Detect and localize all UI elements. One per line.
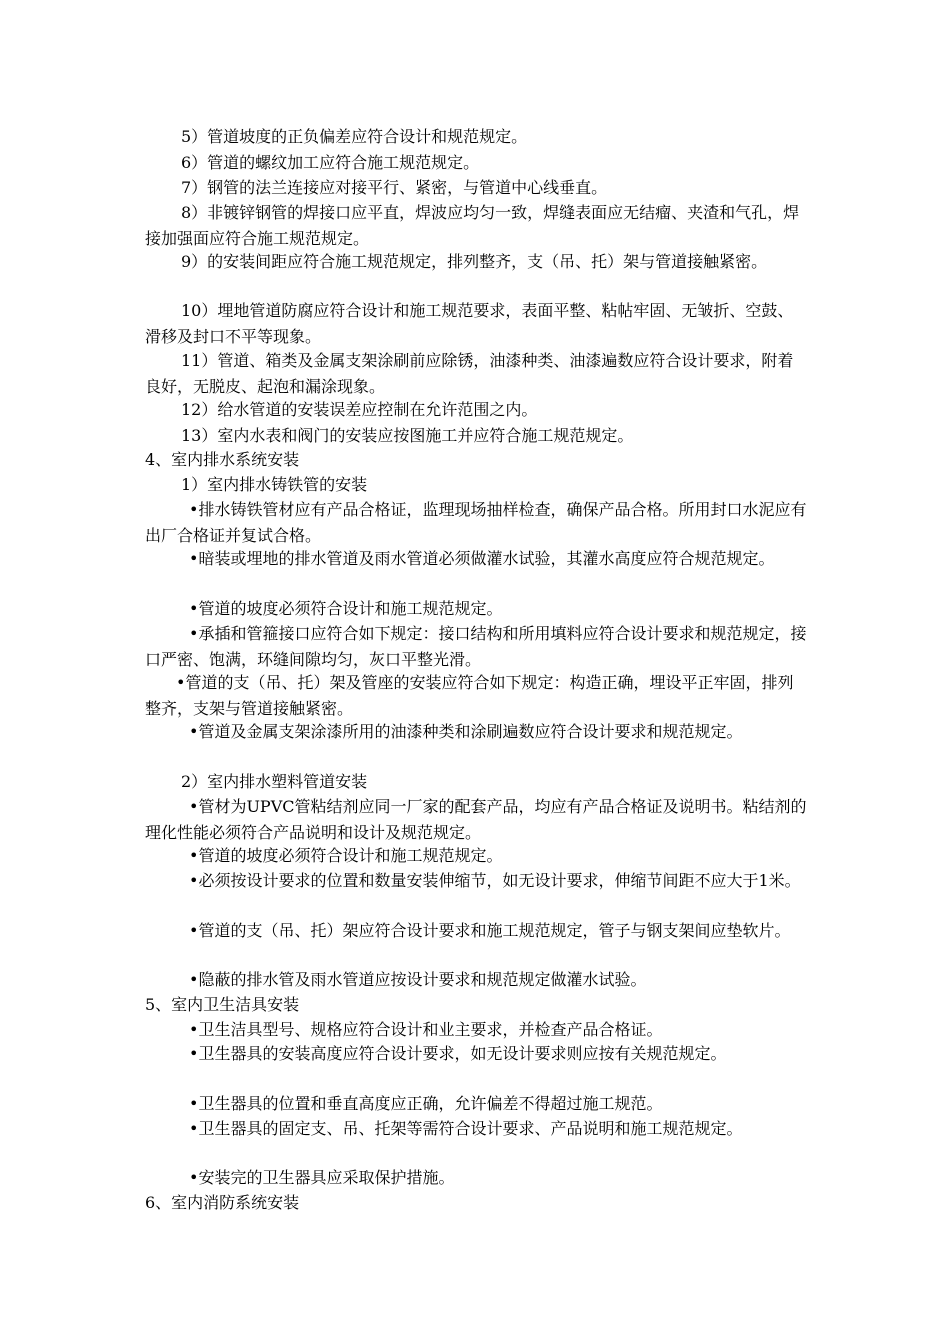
paragraph: 11）管道、箱类及金属支架涂刷前应除锈，油漆种类、油漆遍数应符合设计要求，附着良好，无脱皮、起泡和漏涂现象。 xyxy=(145,351,794,396)
bullet-item: •承插和管箍接口应符合如下规定：接口结构和所用填料应符合设计要求和规范规定，接口严密、饱满，环缝间隙均匀，灰口平整光滑。 xyxy=(145,624,807,669)
paragraph: 7）钢管的法兰连接应对接平行、紧密，与管道中心线垂直。 xyxy=(181,178,608,197)
bullet-item: •管道的支（吊、托）架应符合设计要求和施工规范规定，管子与钢支架间应垫软片。 xyxy=(189,921,791,940)
bullet-item: •必须按设计要求的位置和数量安装伸缩节，如无设计要求，伸缩节间距不应大于1米。 xyxy=(189,871,801,890)
bullet-item: •卫生器具的位置和垂直高度应正确，允许偏差不得超过施工规范。 xyxy=(189,1094,663,1113)
bullet-item: •卫生器具的固定支、吊、托架等需符合设计要求、产品说明和施工规范规定。 xyxy=(189,1119,743,1138)
paragraph: 8）非镀锌钢管的焊接口应平直，焊波应均匀一致，焊缝表面应无结瘤、夹渣和气孔，焊接加强面应符合施工规范规定。 xyxy=(145,203,800,248)
section-heading: 5、室内卫生洁具安装 xyxy=(145,995,300,1014)
paragraph: 6）管道的螺纹加工应符合施工规范规定。 xyxy=(181,153,480,172)
paragraph: 10）埋地管道防腐应符合设计和施工规范要求，表面平整、粘帖牢固、无皱折、空鼓、滑移及封口不平等现象。 xyxy=(145,301,794,346)
section-heading: 6、室内消防系统安装 xyxy=(145,1193,300,1212)
bullet-item: •卫生器具的安装高度应符合设计要求，如无设计要求则应按有关规范规定。 xyxy=(189,1044,727,1063)
bullet-item: •暗装或埋地的排水管道及雨水管道必须做灌水试验，其灌水高度应符合规范规定。 xyxy=(189,549,775,568)
bullet-item: •排水铸铁管材应有产品合格证，监理现场抽样检查，确保产品合格。所用封口水泥应有出厂合格证并复试合格。 xyxy=(145,500,807,545)
bullet-item: •安装完的卫生器具应采取保护措施。 xyxy=(189,1168,455,1187)
bullet-item: •管道及金属支架涂漆所用的油漆种类和涂刷遍数应符合设计要求和规范规定。 xyxy=(189,722,743,741)
paragraph: 13）室内水表和阀门的安装应按图施工并应符合施工规范规定。 xyxy=(181,426,634,445)
paragraph: 12）给水管道的安装误差应控制在允许范围之内。 xyxy=(181,400,538,419)
bullet-item: •管道的坡度必须符合设计和施工规范规定。 xyxy=(189,599,503,618)
bullet-item: •卫生洁具型号、规格应符合设计和业主要求，并检查产品合格证。 xyxy=(189,1020,663,1039)
paragraph: 9）的安装间距应符合施工规范规定，排列整齐，支（吊、托）架与管道接触紧密。 xyxy=(181,252,768,271)
bullet-item: •隐蔽的排水管及雨水管道应按设计要求和规范规定做灌水试验。 xyxy=(189,970,647,989)
bullet-item: •管道的坡度必须符合设计和施工规范规定。 xyxy=(189,846,503,865)
subsection-heading: 1）室内排水铸铁管的安装 xyxy=(181,475,368,494)
bullet-item: •管道的支（吊、托）架及管座的安装应符合如下规定：构造正确，埋设平正牢固，排列整齐，支架与管道接触紧密。 xyxy=(145,673,794,718)
subsection-heading: 2）室内排水塑料管道安装 xyxy=(181,772,368,791)
section-heading: 4、室内排水系统安装 xyxy=(145,450,300,469)
bullet-item: •管材为UPVC管粘结剂应同一厂家的配套产品，均应有产品合格证及说明书。粘结剂的理化性能必须符合产品说明和设计及规范规定。 xyxy=(145,797,807,842)
paragraph: 5）管道坡度的正负偏差应符合设计和规范规定。 xyxy=(181,127,528,146)
